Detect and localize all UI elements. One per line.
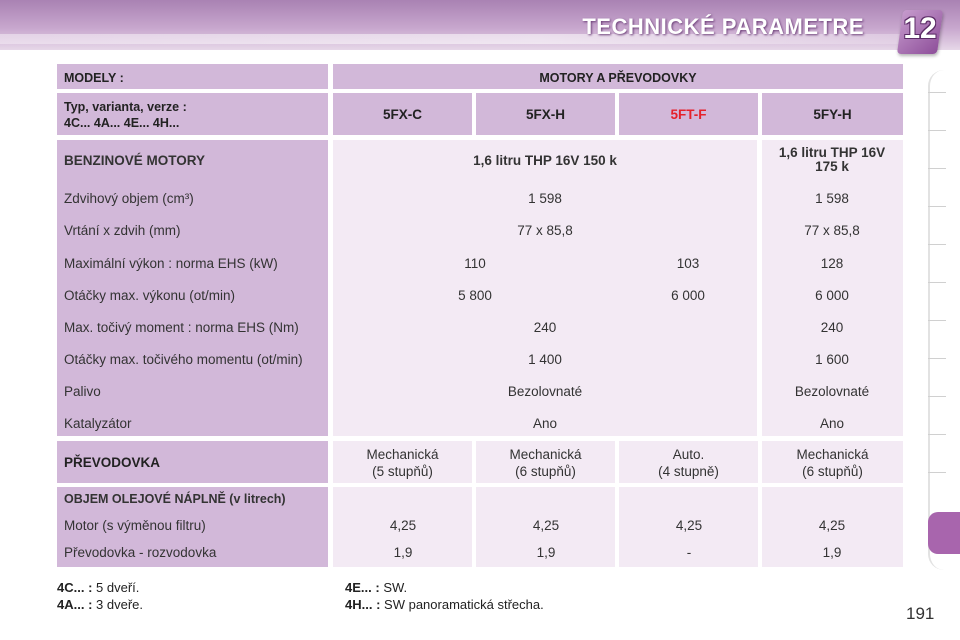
bore-stroke-a: 77 x 85,8 xyxy=(517,223,573,238)
fuel-b: Bezolovnaté xyxy=(794,384,870,399)
max-torque-label: Max. točivý moment : norma EHS (Nm) xyxy=(64,320,299,335)
catalyst-label: Katalyzátor xyxy=(64,416,132,431)
footnote-key: 4H... : xyxy=(345,597,381,612)
engine-oil-5fx-h: 4,25 xyxy=(532,518,560,533)
type-5fx-c: 5FX-C xyxy=(333,93,472,135)
bore-stroke-label: Vrtání x zdvih (mm) xyxy=(64,223,181,238)
gearbox-gears: (6 stupňů) xyxy=(515,464,576,479)
power-rpm-label: Otáčky max. výkonu (ot/min) xyxy=(64,288,236,303)
gearbox-gears: (4 stupně) xyxy=(658,464,719,479)
footnote-key: 4C... : xyxy=(57,580,93,595)
gearbox-type: Mechanická xyxy=(509,447,582,462)
gearbox-oil-5fy-h: 1,9 xyxy=(822,545,842,560)
engine-b-name-line2: 175 k xyxy=(815,159,849,174)
footnote-text: SW. xyxy=(383,580,408,595)
engines-gearbox-header: MOTORY A PŘEVODOVKY xyxy=(333,64,903,89)
chapter-tab[interactable] xyxy=(928,282,946,283)
chapter-number: 12 xyxy=(903,12,937,45)
power-rpm-a2: 6 000 xyxy=(671,288,705,303)
type-label xyxy=(57,93,328,135)
fuel-a: Bezolovnaté xyxy=(507,384,583,399)
chapter-tab[interactable] xyxy=(928,358,946,359)
engine-oil-5ft-f: 4,25 xyxy=(675,518,703,533)
gearbox-oil-5fx-c: 1,9 xyxy=(393,545,413,560)
displacement-label: Zdvihový objem (cm³) xyxy=(64,191,194,206)
models-header: MODELY : xyxy=(57,64,328,89)
type-5fx-h: 5FX-H xyxy=(476,93,615,135)
type-5ft-f: 5FT-F xyxy=(619,93,758,135)
footnote-text: 5 dveří. xyxy=(96,580,140,595)
type-5fy-h: 5FY-H xyxy=(762,93,903,135)
footnote-4a xyxy=(57,597,143,612)
engine-section-title: BENZINOVÉ MOTORY xyxy=(64,153,206,168)
max-torque-a: 240 xyxy=(533,320,557,335)
engine-a-name: 1,6 litru THP 16V 150 k xyxy=(473,153,617,168)
chapter-tab[interactable] xyxy=(928,396,946,397)
engine-oil-5fx-c: 4,25 xyxy=(389,518,417,533)
footnote-4e xyxy=(345,580,407,595)
chapter-tab[interactable] xyxy=(928,320,946,321)
footnote-text: 3 dveře. xyxy=(96,597,144,612)
chapter-tab[interactable] xyxy=(928,206,946,207)
max-power-label: Maximální výkon : norma EHS (kW) xyxy=(64,256,278,271)
chapter-tab[interactable] xyxy=(928,472,946,473)
page-title: TECHNICKÉ PARAMETRE xyxy=(582,14,864,39)
footnote-text: SW panoramatická střecha. xyxy=(384,597,544,612)
max-power-a1: 110 xyxy=(464,256,486,271)
engine-b-name xyxy=(779,146,885,174)
gearbox-type: Mechanická xyxy=(796,447,869,462)
power-rpm-a1: 5 800 xyxy=(458,288,492,303)
chapter-tab[interactable] xyxy=(928,168,946,169)
gearbox-type: Auto. xyxy=(672,447,705,462)
engine-oil-label: Motor (s výměnou filtru) xyxy=(64,518,206,533)
footnote-key: 4A... : xyxy=(57,597,93,612)
footnote-4c xyxy=(57,580,139,595)
gearbox-gears: (5 stupňů) xyxy=(372,464,433,479)
gearbox-oil-5ft-f: - xyxy=(686,545,692,560)
oil-section-title: OBJEM OLEJOVÉ NÁPLNĚ (v litrech) xyxy=(64,492,286,506)
torque-rpm-label: Otáčky max. točivého momentu (ot/min) xyxy=(64,352,303,367)
chapter-tab[interactable] xyxy=(928,130,946,131)
gearbox-section-title: PŘEVODOVKA xyxy=(57,441,328,483)
max-power-b: 128 xyxy=(820,256,844,271)
torque-rpm-b: 1 600 xyxy=(815,352,849,367)
gearbox-5ft-f xyxy=(619,441,758,483)
power-rpm-b: 6 000 xyxy=(815,288,849,303)
gearbox-oil-label: Převodovka - rozvodovka xyxy=(64,545,217,560)
footnote-4h xyxy=(345,597,544,612)
gearbox-type: Mechanická xyxy=(366,447,439,462)
gearbox-5fx-c xyxy=(333,441,472,483)
engine-b-name-line1: 1,6 litru THP 16V xyxy=(778,145,886,160)
displacement-b: 1 598 xyxy=(815,191,849,206)
torque-rpm-a: 1 400 xyxy=(528,352,562,367)
chapter-tab[interactable] xyxy=(928,92,946,93)
catalyst-b: Ano xyxy=(819,416,845,431)
type-label-line1: Typ, varianta, verze : xyxy=(64,100,187,114)
displacement-a: 1 598 xyxy=(528,191,562,206)
type-label-line2: 4C... 4A... 4E... 4H... xyxy=(64,116,180,130)
catalyst-a: Ano xyxy=(532,416,558,431)
chapter-tab-active[interactable] xyxy=(928,512,960,554)
gearbox-5fx-h xyxy=(476,441,615,483)
chapter-tab[interactable] xyxy=(928,434,946,435)
max-power-a2: 103 xyxy=(676,256,700,271)
engine-oil-5fy-h: 4,25 xyxy=(818,518,846,533)
gearbox-gears: (6 stupňů) xyxy=(802,464,863,479)
footnote-key: 4E... : xyxy=(345,580,380,595)
bore-stroke-b: 77 x 85,8 xyxy=(804,223,860,238)
max-torque-b: 240 xyxy=(820,320,844,335)
gearbox-oil-5fx-h: 1,9 xyxy=(536,545,556,560)
gearbox-5fy-h xyxy=(762,441,903,483)
page-number: 191 xyxy=(906,604,935,623)
fuel-label: Palivo xyxy=(64,384,101,399)
chapter-tab[interactable] xyxy=(928,244,946,245)
